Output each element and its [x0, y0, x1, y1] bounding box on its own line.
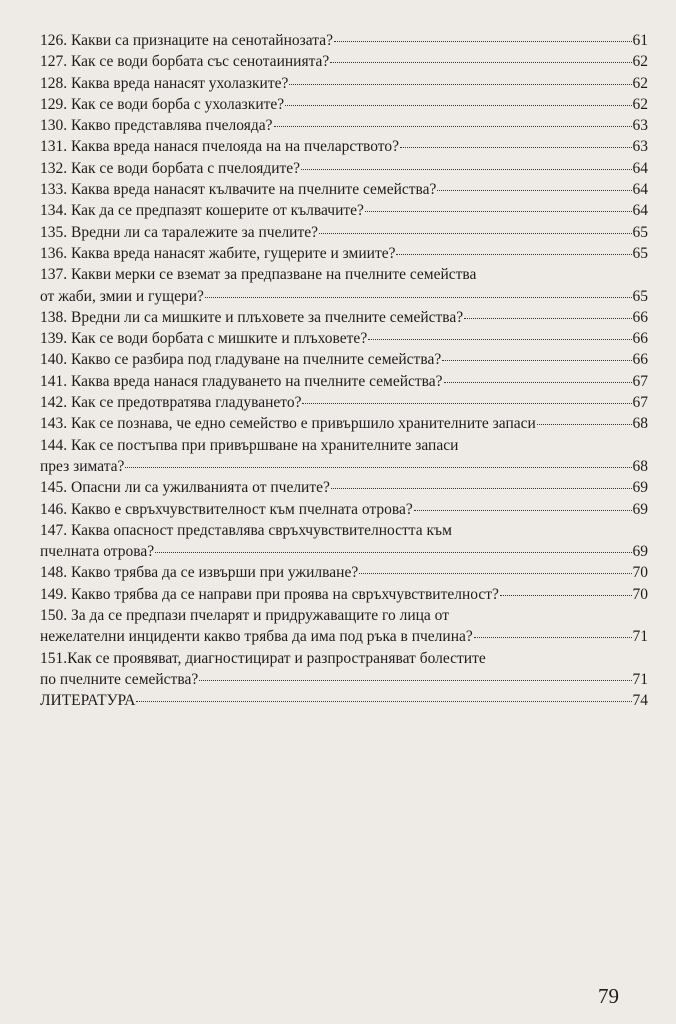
toc-entry-line [40, 200, 648, 221]
toc-entry [40, 371, 648, 392]
toc-entry [40, 499, 648, 520]
toc-entry-line [40, 690, 648, 711]
toc-entry-text: 148. Какво трябва да се извърши при ужилване? [40, 564, 359, 582]
toc-entry-page: 62 [632, 53, 648, 71]
toc-entry-text: 142. Как се предотвратява гладуването? [40, 394, 302, 412]
dot-leader [368, 339, 631, 340]
toc-entry-text: 128. Каква вреда нанасят ухолазките? [40, 74, 289, 92]
dot-leader [289, 84, 631, 85]
toc-entry-text: 130. Какво представлява пчелояда? [40, 117, 273, 135]
toc-entry-page: 68 [632, 457, 648, 475]
toc-entry-page: 63 [632, 117, 648, 135]
toc-entry-text: 143. Как се познава, че едно семейство е привършило хранителните запаси [40, 415, 536, 433]
toc-entry [40, 73, 648, 94]
toc-entry-line [40, 158, 648, 179]
toc-entry-page: 70 [632, 564, 648, 582]
toc-entry-page: 62 [632, 95, 648, 113]
toc-entry-page: 68 [632, 415, 648, 433]
dot-leader [464, 318, 631, 319]
toc-entry-line [40, 648, 648, 669]
toc-entry-line [40, 328, 648, 349]
toc-entry-page: 64 [632, 202, 648, 220]
toc-entry-text: 145. Опасни ли са ужилванията от пчелите? [40, 479, 330, 497]
toc-entry-line [40, 51, 648, 72]
toc-entry-line [40, 392, 648, 413]
toc-entry-line [40, 222, 648, 243]
toc-entry [40, 349, 648, 370]
dot-leader [285, 105, 631, 106]
toc-entry [40, 328, 648, 349]
toc-entry [40, 200, 648, 221]
toc-entry [40, 222, 648, 243]
toc-entry-text: 134. Как да се предпазят кошерите от кълвачите? [40, 202, 364, 220]
toc-entry-line [40, 669, 648, 690]
table-of-contents [40, 30, 648, 712]
toc-entry-line [40, 499, 648, 520]
toc-entry [40, 584, 648, 605]
toc-entry-text: 146. Какво е свръхчувствителност към пчелната отрова? [40, 500, 413, 518]
dot-leader [500, 595, 632, 596]
dot-leader [319, 233, 631, 234]
toc-entry [40, 307, 648, 328]
toc-entry-line [40, 626, 648, 647]
toc-entry-line [40, 349, 648, 370]
toc-entry-text: през зимата? [40, 457, 125, 475]
toc-entry [40, 435, 648, 478]
dot-leader [302, 403, 631, 404]
toc-entry-text: 132. Как се води борбата с пчелоядите? [40, 159, 301, 177]
toc-entry [40, 264, 648, 307]
toc-entry-page: 71 [632, 670, 648, 688]
toc-entry-page: 69 [632, 500, 648, 518]
toc-entry-page: 67 [632, 394, 648, 412]
toc-entry [40, 520, 648, 563]
toc-entry-text: 149. Какво трябва да се направи при проява на свръхчувствителност? [40, 585, 499, 603]
toc-entry-page: 71 [632, 628, 648, 646]
toc-entry-line [40, 520, 648, 541]
dot-leader [155, 552, 631, 553]
page-number: 79 [598, 984, 619, 1008]
toc-entry-page: 62 [632, 74, 648, 92]
toc-entry-page: 64 [632, 181, 648, 199]
toc-entry-text: по пчелните семейства? [40, 670, 199, 688]
toc-entry-line [40, 541, 648, 562]
dot-leader [274, 126, 632, 127]
toc-entry [40, 158, 648, 179]
dot-leader [205, 297, 632, 298]
dot-leader [301, 169, 631, 170]
dot-leader [474, 637, 632, 638]
toc-entry-page: 69 [632, 479, 648, 497]
toc-entry-page: 69 [632, 543, 648, 561]
toc-entry-text: 144. Как се постъпва при привършване на хранителните запаси [40, 436, 459, 454]
toc-entry-text: 131. Каква вреда нанася пчелояда на на пчеларството? [40, 138, 400, 156]
toc-entry-text: 126. Какви са признаците на сенотайнозата? [40, 32, 333, 49]
toc-entry-text: 147. Каква опасност представлява свръхчувствителността към [40, 521, 452, 539]
toc-entry-page: 67 [632, 372, 648, 390]
toc-entry-text: 140. Какво се разбира под гладуване на пчелните семейства? [40, 351, 442, 369]
toc-entry-line [40, 307, 648, 328]
toc-entry-line [40, 243, 648, 264]
toc-entry-page: 64 [632, 159, 648, 177]
toc-entry-line [40, 456, 648, 477]
toc-entry-line [40, 286, 648, 307]
toc-entry [40, 51, 648, 72]
toc-entry-line [40, 30, 648, 51]
toc-entry-line [40, 115, 648, 136]
toc-entry-page: 63 [632, 138, 648, 156]
toc-entry [40, 136, 648, 157]
toc-entry [40, 30, 648, 51]
toc-entry-page: 70 [632, 585, 648, 603]
toc-entry-line [40, 562, 648, 583]
dot-leader [136, 701, 631, 702]
dot-leader [359, 573, 631, 574]
toc-entry-line [40, 179, 648, 200]
toc-entry-line [40, 413, 648, 434]
dot-leader [365, 211, 632, 212]
toc-entry [40, 605, 648, 648]
toc-entry-line [40, 94, 648, 115]
toc-entry-text: от жаби, змии и гущери? [40, 287, 204, 305]
toc-entry-text: 150. За да се предпази пчеларят и придружаващите го лица от [40, 607, 449, 625]
dot-leader [442, 360, 631, 361]
toc-entry [40, 648, 648, 691]
dot-leader [437, 190, 631, 191]
toc-entry-line [40, 584, 648, 605]
dot-leader [199, 680, 631, 681]
toc-entry-text: ЛИТЕРАТУРА [40, 692, 136, 710]
toc-entry-line [40, 477, 648, 498]
toc-entry [40, 413, 648, 434]
dot-leader [400, 147, 631, 148]
toc-entry-text: пчелната отрова? [40, 543, 155, 561]
toc-entry-line [40, 435, 648, 456]
dot-leader [444, 382, 632, 383]
toc-entry-line [40, 136, 648, 157]
toc-entry-text: нежелателни инциденти какво трябва да има под ръка в пчелина? [40, 628, 473, 646]
dot-leader [330, 62, 631, 63]
dot-leader [125, 467, 631, 468]
toc-entry [40, 477, 648, 498]
toc-entry-line [40, 264, 648, 285]
toc-entry-page: 74 [632, 692, 648, 710]
toc-entry [40, 562, 648, 583]
toc-entry-text: 127. Как се води борбата със сенотаинията? [40, 53, 330, 71]
toc-entry [40, 115, 648, 136]
toc-entry-text: 133. Каква вреда нанасят кълвачите на пчелните семейства? [40, 181, 437, 199]
toc-entry-text: 138. Вредни ли са мишките и плъховете за пчелните семейства? [40, 308, 464, 326]
toc-entry [40, 179, 648, 200]
toc-entry-page: 65 [632, 287, 648, 305]
toc-entry [40, 243, 648, 264]
toc-entry-page: 65 [632, 223, 648, 241]
toc-entry-line [40, 605, 648, 626]
toc-entry [40, 94, 648, 115]
dot-leader [331, 488, 632, 489]
toc-entry-page: 66 [632, 330, 648, 348]
toc-entry-text: 141. Каква вреда нанася гладуването на пчелните семейства? [40, 372, 443, 390]
toc-entry-text: 129. Как се води борба с ухолазките? [40, 95, 285, 113]
toc-entry-text: 137. Какви мерки се вземат за предпазване на пчелните семейства [40, 266, 477, 284]
toc-entry [40, 392, 648, 413]
dot-leader [414, 510, 632, 511]
toc-entry-page: 66 [632, 308, 648, 326]
toc-entry-page: 66 [632, 351, 648, 369]
toc-entry-text: 135. Вредни ли са таралежите за пчелите? [40, 223, 319, 241]
toc-entry-page: 61 [632, 32, 648, 49]
toc-entry-page: 65 [632, 244, 648, 262]
toc-entry-text: 139. Как се води борбата с мишките и плъховете? [40, 330, 368, 348]
dot-leader [396, 254, 631, 255]
toc-entry [40, 690, 648, 711]
dot-leader [537, 424, 632, 425]
toc-entry-text: 151.Как се проявяват, диагностицират и разпространяват болестите [40, 649, 486, 667]
dot-leader [334, 41, 632, 42]
toc-entry-line [40, 73, 648, 94]
toc-entry-text: 136. Каква вреда нанасят жабите, гущерите и змиите? [40, 244, 396, 262]
toc-entry-line [40, 371, 648, 392]
